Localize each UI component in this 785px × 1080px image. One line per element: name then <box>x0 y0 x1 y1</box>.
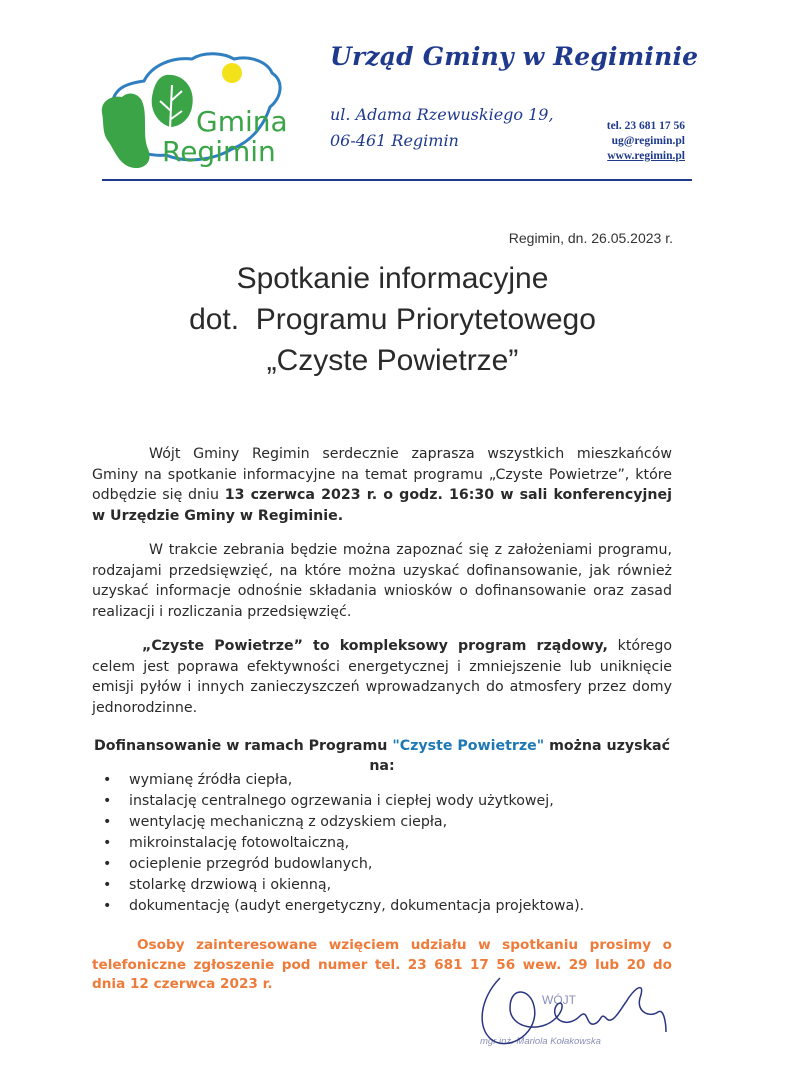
document-date: Regimin, dn. 26.05.2023 r. <box>508 230 673 246</box>
title-line-2: dot. Programu Priorytetowego <box>189 303 596 336</box>
header-divider <box>102 179 692 181</box>
office-contacts <box>607 119 685 164</box>
title-line-3: „Czyste Powietrze” <box>266 344 519 377</box>
meeting-date-location: 13 czerwca 2023 r. o godz. 16:30 w sali konferencyjnej w Urzędzie Gminy w Regiminie. <box>92 487 672 524</box>
list-item: • mikroinstalację fotowoltaiczną, <box>103 833 584 854</box>
address-street: ul. Adama Rzewuskiego 19, <box>330 105 554 124</box>
list-item: • instalację centralnego ogrzewania i ciepłej wody użytkowej, <box>103 791 584 812</box>
funding-heading-start: Dofinansowanie w ramach Programu <box>93 738 393 754</box>
phone-number: tel. 23 681 17 56 <box>606 120 685 132</box>
handwritten-signature <box>482 978 666 1044</box>
leaf-icon <box>152 75 193 129</box>
document-title <box>0 258 785 381</box>
office-address <box>330 102 554 154</box>
program-description-lead: „Czyste Powietrze” to kompleksowy program rządowy, <box>142 638 608 654</box>
title-line-1: Spotkanie informacyjne <box>236 262 549 295</box>
gmina-regimin-logo <box>92 45 302 175</box>
stamp-role: WÓJT <box>542 993 576 1007</box>
invitation-paragraph <box>92 444 672 526</box>
address-postcode: 06-461 Regimin <box>330 131 459 150</box>
list-item: • wentylację mechaniczną z odzyskiem ciepła, <box>103 812 584 833</box>
signature-stamp <box>470 958 670 1063</box>
logo-text-regimin: Regimin <box>162 135 276 168</box>
funding-heading-end: można uzyskać na: <box>369 738 671 774</box>
list-item: • ocieplenie przegród budowlanych, <box>103 854 584 875</box>
logo-green-shape <box>102 94 150 169</box>
list-item: • dokumentację (audyt energetyczny, dokumentacja projektowa). <box>103 896 584 917</box>
office-name: Urząd Gminy w Regiminie <box>330 42 699 71</box>
website-link[interactable]: www.regimin.pl <box>607 150 685 162</box>
logo-text-gmina: Gmina <box>196 105 288 138</box>
meeting-scope-paragraph: W trakcie zebrania będzie można zapoznać się z założeniami programu, rodzajami przedsięwzięć, na które można uzyskać dofinansowanie, jak również uzyskać informacje odnośnie składania wniosków o dofinansowanie oraz zasad realizacji i rozliczania przedsięwzięć. <box>92 542 672 620</box>
program-description-paragraph <box>92 636 672 718</box>
list-item: • stolarkę drzwiową i okienną, <box>103 875 584 896</box>
registration-notice: Osoby zainteresowane wzięciem udziału w spotkaniu prosimy o telefoniczne zgłoszenie pod numer tel. 23 681 17 56 wew. 29 lub 20 do dnia 12 czerwca 2023 r. <box>92 937 672 992</box>
email-link[interactable]: ug@regimin.pl <box>611 135 685 147</box>
logo-sun <box>222 63 242 83</box>
list-item: • wymianę źródła ciepła, <box>103 770 584 791</box>
program-description-text: którego celem jest poprawa efektywności energetycznej i zmniejszenie lub uniknięcie emisji pyłów i innych zanieczyszczeń wprowadzanych do atmosfery przez domy jednorodzinne. <box>92 638 673 716</box>
stamp-name: mgr inż. Mariola Kołakowska <box>480 1036 601 1047</box>
funding-list <box>103 770 584 917</box>
funding-program-name: "Czyste Powietrze" <box>392 738 545 754</box>
invitation-text: Wójt Gminy Regimin serdecznie zaprasza wszystkich mieszkańców Gminy na spotkanie informacyjne na temat programu „Czyste Powietrze”, które odbędzie się dniu <box>92 446 672 503</box>
